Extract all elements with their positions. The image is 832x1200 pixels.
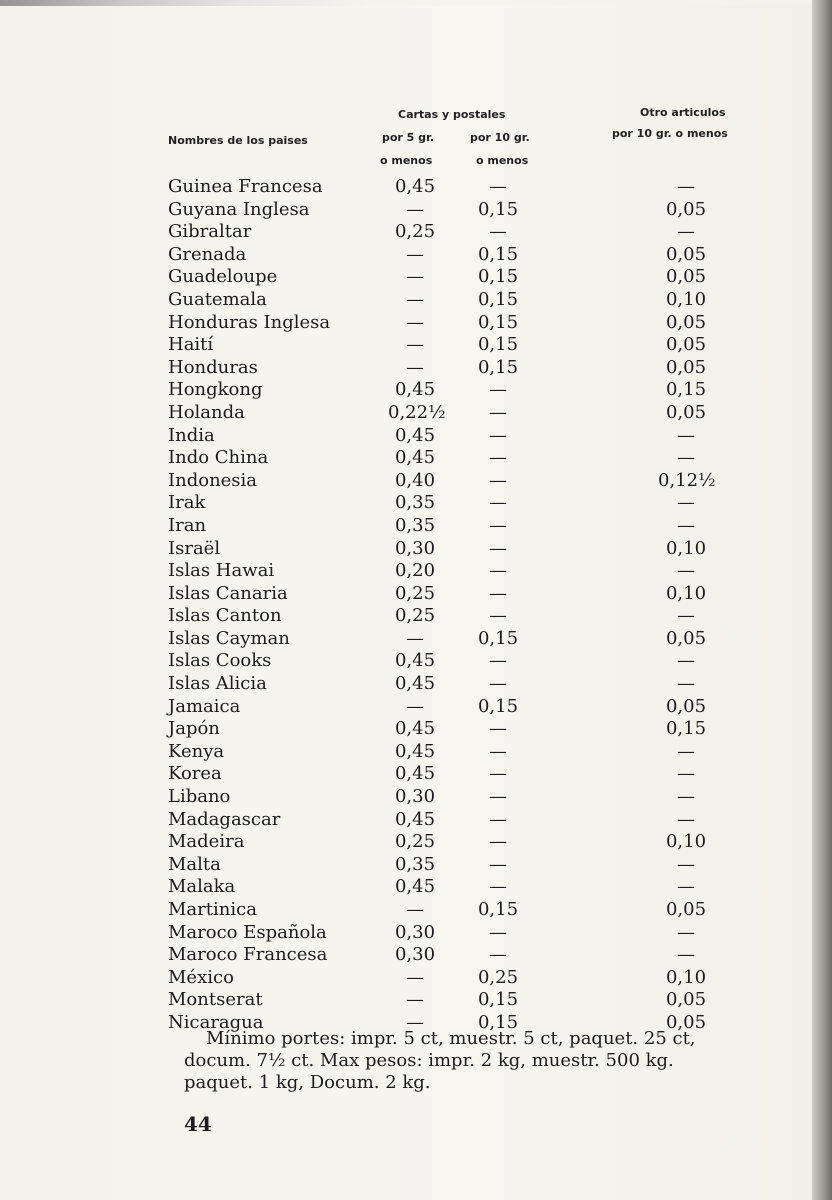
rate-per-10g: — bbox=[489, 650, 507, 672]
rate-per-10g: — bbox=[489, 718, 507, 740]
footer-line-3: paquet. 1 kg, Docum. 2 kg. bbox=[184, 1072, 431, 1093]
table-row bbox=[168, 899, 788, 922]
rate-per-10g: 0,15 bbox=[477, 198, 519, 220]
rate-other-articles: 0,15 bbox=[665, 379, 707, 401]
table-row bbox=[168, 312, 788, 335]
table-row bbox=[168, 831, 788, 854]
country-name: Haití bbox=[168, 334, 214, 356]
rate-other-articles: 0,05 bbox=[665, 243, 707, 265]
rate-per-5g: — bbox=[406, 334, 424, 356]
rate-per-10g: 0,15 bbox=[477, 311, 519, 333]
country-name: Hongkong bbox=[168, 379, 263, 401]
table-row bbox=[168, 786, 788, 809]
rate-other-articles: 0,05 bbox=[665, 356, 707, 378]
table-row bbox=[168, 628, 788, 651]
country-name: Montserat bbox=[168, 989, 263, 1011]
header-per-5g: por 5 gr. bbox=[382, 131, 435, 144]
rate-other-articles: 0,10 bbox=[665, 966, 707, 988]
country-name: Libano bbox=[168, 786, 231, 808]
rate-per-5g: 0,45 bbox=[394, 763, 436, 785]
table-row bbox=[168, 696, 788, 719]
table-row bbox=[168, 741, 788, 764]
rate-per-10g: — bbox=[489, 424, 507, 446]
rate-other-articles: 0,05 bbox=[665, 899, 707, 920]
table-row bbox=[168, 763, 788, 786]
rate-per-5g: — bbox=[406, 1011, 424, 1033]
country-name: Holanda bbox=[168, 401, 245, 423]
rate-per-5g: — bbox=[406, 243, 424, 265]
rate-other-articles: — bbox=[677, 853, 695, 875]
rate-per-5g: 0,35 bbox=[394, 514, 436, 536]
country-name: Guatemala bbox=[168, 288, 267, 310]
rate-per-5g: — bbox=[406, 989, 424, 1011]
table-row bbox=[168, 673, 788, 696]
country-name: Madeira bbox=[168, 831, 245, 853]
table-row bbox=[168, 605, 788, 628]
rate-per-5g: 0,25 bbox=[394, 221, 436, 243]
country-name: Kenya bbox=[168, 740, 225, 762]
country-name: Malta bbox=[168, 853, 221, 875]
rate-other-articles: 0,05 bbox=[665, 695, 707, 717]
rate-per-10g: 0,15 bbox=[477, 334, 519, 356]
rate-per-10g: — bbox=[489, 605, 507, 627]
rate-per-5g: 0,45 bbox=[394, 808, 436, 830]
rate-per-5g: 0,25 bbox=[394, 582, 436, 604]
country-name: Indonesia bbox=[168, 469, 258, 491]
rate-per-10g: 0,15 bbox=[477, 627, 519, 649]
country-name: Islas Canton bbox=[168, 605, 282, 627]
rate-per-5g: 0,45 bbox=[394, 718, 436, 740]
rate-per-5g: 0,45 bbox=[394, 673, 436, 695]
rate-other-articles: — bbox=[677, 492, 695, 514]
country-name: Martinica bbox=[168, 899, 257, 920]
table-row bbox=[168, 425, 788, 448]
rate-per-5g: 0,45 bbox=[394, 740, 436, 762]
country-name: Israël bbox=[168, 537, 221, 559]
rate-per-10g: 0,15 bbox=[477, 243, 519, 265]
rate-other-articles: — bbox=[677, 650, 695, 672]
rate-per-5g: 0,20 bbox=[394, 560, 436, 582]
rate-per-5g: 0,25 bbox=[394, 605, 436, 627]
rate-per-10g: — bbox=[489, 582, 507, 604]
country-name: Jamaica bbox=[168, 695, 241, 717]
table-row bbox=[168, 854, 788, 877]
table-row bbox=[168, 334, 788, 357]
country-name: Honduras Inglesa bbox=[168, 311, 331, 333]
rate-other-articles: 0,10 bbox=[665, 288, 707, 310]
rate-per-10g: — bbox=[489, 853, 507, 875]
rate-other-articles: 0,10 bbox=[665, 831, 707, 853]
rate-per-10g: — bbox=[489, 740, 507, 762]
rate-other-articles: 0,05 bbox=[665, 1011, 707, 1033]
rate-per-10g: 0,15 bbox=[477, 266, 519, 288]
rate-other-articles: 0,05 bbox=[665, 311, 707, 333]
rate-per-10g: — bbox=[489, 876, 507, 898]
rate-per-10g: 0,15 bbox=[477, 989, 519, 1011]
rate-per-10g: — bbox=[489, 560, 507, 582]
table-row bbox=[168, 560, 788, 583]
country-name: México bbox=[168, 966, 234, 988]
table-row bbox=[168, 289, 788, 312]
header-other-per-10g: por 10 gr. o menos bbox=[612, 127, 728, 140]
rate-per-5g: 0,45 bbox=[394, 447, 436, 469]
rate-per-10g: — bbox=[489, 944, 507, 966]
rate-other-articles: — bbox=[677, 560, 695, 582]
rates-table bbox=[168, 176, 788, 1035]
rate-other-articles: 0,05 bbox=[665, 334, 707, 356]
rate-per-5g: 0,40 bbox=[394, 469, 436, 491]
rate-per-5g: 0,25 bbox=[394, 831, 436, 853]
rate-per-5g: 0,45 bbox=[394, 424, 436, 446]
rate-other-articles: 0,12½ bbox=[658, 469, 716, 491]
rate-per-5g: — bbox=[406, 198, 424, 220]
rate-per-10g: 0,15 bbox=[477, 899, 519, 920]
page-number: 44 bbox=[184, 1112, 212, 1136]
table-row bbox=[168, 470, 788, 493]
table-row bbox=[168, 538, 788, 561]
country-name: Islas Cayman bbox=[168, 627, 290, 649]
rate-other-articles: 0,10 bbox=[665, 537, 707, 559]
country-name: Irak bbox=[168, 492, 206, 514]
country-name: Korea bbox=[168, 763, 222, 785]
page-edge-shadow bbox=[812, 0, 832, 1200]
rate-other-articles: — bbox=[677, 447, 695, 469]
rate-other-articles: 0,05 bbox=[665, 627, 707, 649]
rate-per-5g: 0,45 bbox=[394, 379, 436, 401]
rate-per-10g: 0,15 bbox=[477, 695, 519, 717]
table-row bbox=[168, 922, 788, 945]
table-row bbox=[168, 379, 788, 402]
rate-per-10g: — bbox=[489, 379, 507, 401]
country-name: Malaka bbox=[168, 876, 236, 898]
rate-per-10g: — bbox=[489, 921, 507, 943]
rate-per-10g: — bbox=[489, 176, 507, 197]
country-name: Islas Cooks bbox=[168, 650, 272, 672]
country-name: Guinea Francesa bbox=[168, 176, 323, 197]
footer-line-2: docum. 7½ ct. Max pesos: impr. 2 kg, muestr. 500 kg. bbox=[184, 1050, 674, 1071]
table-row bbox=[168, 492, 788, 515]
table-row bbox=[168, 199, 788, 222]
rate-other-articles: — bbox=[677, 424, 695, 446]
rate-per-10g: — bbox=[489, 831, 507, 853]
rate-per-10g: — bbox=[489, 763, 507, 785]
rate-other-articles: — bbox=[677, 944, 695, 966]
table-row bbox=[168, 989, 788, 1012]
country-name: Madagascar bbox=[168, 808, 281, 830]
table-row bbox=[168, 402, 788, 425]
country-name: Islas Hawai bbox=[168, 560, 275, 582]
table-row bbox=[168, 583, 788, 606]
country-name: Gibraltar bbox=[168, 221, 252, 243]
table-row bbox=[168, 515, 788, 538]
rate-per-5g: — bbox=[406, 966, 424, 988]
rate-per-5g: 0,30 bbox=[394, 944, 436, 966]
rate-per-10g: — bbox=[489, 469, 507, 491]
rate-per-10g: 0,15 bbox=[477, 288, 519, 310]
rate-per-5g: 0,45 bbox=[394, 650, 436, 672]
footer-line-1: Mínimo portes: impr. 5 ct, muestr. 5 ct, paquet. 25 ct, bbox=[206, 1028, 696, 1049]
header-per-10g: por 10 gr. bbox=[470, 131, 530, 144]
table-row bbox=[168, 809, 788, 832]
table-row bbox=[168, 967, 788, 990]
table-row bbox=[168, 266, 788, 289]
table-row bbox=[168, 650, 788, 673]
rate-per-5g: 0,22½ bbox=[388, 401, 446, 423]
country-name: Honduras bbox=[168, 356, 258, 378]
rate-other-articles: 0,15 bbox=[665, 718, 707, 740]
rate-other-articles: — bbox=[677, 605, 695, 627]
rate-other-articles: — bbox=[677, 921, 695, 943]
rate-other-articles: 0,05 bbox=[665, 266, 707, 288]
country-name: India bbox=[168, 424, 215, 446]
rate-other-articles: — bbox=[677, 740, 695, 762]
country-name: Guadeloupe bbox=[168, 266, 278, 288]
country-name: Indo China bbox=[168, 447, 269, 469]
rate-other-articles: — bbox=[677, 876, 695, 898]
header-or-less-a: o menos bbox=[380, 154, 433, 167]
table-row bbox=[168, 447, 788, 470]
footer-notes bbox=[184, 1028, 794, 1094]
rate-per-5g: 0,35 bbox=[394, 492, 436, 514]
rate-per-10g: 0,25 bbox=[477, 966, 519, 988]
rate-other-articles: 0,05 bbox=[665, 989, 707, 1011]
rate-per-5g: — bbox=[406, 356, 424, 378]
rate-per-10g: 0,15 bbox=[477, 356, 519, 378]
rate-other-articles: — bbox=[677, 673, 695, 695]
rate-per-5g: 0,30 bbox=[394, 921, 436, 943]
rate-per-10g: — bbox=[489, 537, 507, 559]
table-row bbox=[168, 176, 788, 199]
rate-other-articles: — bbox=[677, 763, 695, 785]
table-row bbox=[168, 876, 788, 899]
rate-per-5g: — bbox=[406, 899, 424, 920]
rate-per-10g: — bbox=[489, 786, 507, 808]
rate-per-10g: — bbox=[489, 808, 507, 830]
rate-other-articles: — bbox=[677, 514, 695, 536]
header-other-articles: Otro articulos bbox=[640, 106, 726, 119]
country-name: Maroco Española bbox=[168, 921, 327, 943]
rate-per-10g: — bbox=[489, 221, 507, 243]
rate-per-5g: — bbox=[406, 266, 424, 288]
rate-per-10g: — bbox=[489, 673, 507, 695]
table-row bbox=[168, 244, 788, 267]
header-letters-postcards: Cartas y postales bbox=[398, 108, 506, 121]
country-name: Islas Alicia bbox=[168, 673, 267, 695]
rate-other-articles: — bbox=[677, 221, 695, 243]
rate-per-5g: — bbox=[406, 695, 424, 717]
country-name: Guyana Inglesa bbox=[168, 198, 310, 220]
table-row bbox=[168, 718, 788, 741]
table-row bbox=[168, 944, 788, 967]
rate-per-5g: — bbox=[406, 311, 424, 333]
rate-per-5g: 0,35 bbox=[394, 853, 436, 875]
rate-per-5g: 0,45 bbox=[394, 876, 436, 898]
rate-per-5g: — bbox=[406, 627, 424, 649]
country-name: Iran bbox=[168, 514, 207, 536]
rate-per-10g: 0,15 bbox=[477, 1011, 519, 1033]
rate-per-10g: — bbox=[489, 492, 507, 514]
rate-per-5g: 0,30 bbox=[394, 537, 436, 559]
rate-other-articles: — bbox=[677, 176, 695, 197]
country-name: Islas Canaria bbox=[168, 582, 288, 604]
rate-per-5g: 0,45 bbox=[394, 176, 436, 197]
rate-other-articles: 0,05 bbox=[665, 401, 707, 423]
rate-other-articles: 0,10 bbox=[665, 582, 707, 604]
rate-per-10g: — bbox=[489, 514, 507, 536]
rate-per-10g: — bbox=[489, 401, 507, 423]
rate-per-5g: 0,30 bbox=[394, 786, 436, 808]
header-or-less-b: o menos bbox=[476, 154, 529, 167]
country-name: Japón bbox=[168, 718, 220, 740]
header-country-names: Nombres de los paises bbox=[168, 134, 308, 147]
table-row bbox=[168, 221, 788, 244]
table-row bbox=[168, 357, 788, 380]
rate-per-5g: — bbox=[406, 288, 424, 310]
country-name: Maroco Francesa bbox=[168, 944, 328, 966]
country-name: Grenada bbox=[168, 243, 247, 265]
rate-other-articles: — bbox=[677, 786, 695, 808]
rate-other-articles: — bbox=[677, 808, 695, 830]
country-name: Nicaragua bbox=[168, 1011, 264, 1033]
scan-top-band bbox=[0, 0, 812, 6]
rate-per-10g: — bbox=[489, 447, 507, 469]
rate-other-articles: 0,05 bbox=[665, 198, 707, 220]
